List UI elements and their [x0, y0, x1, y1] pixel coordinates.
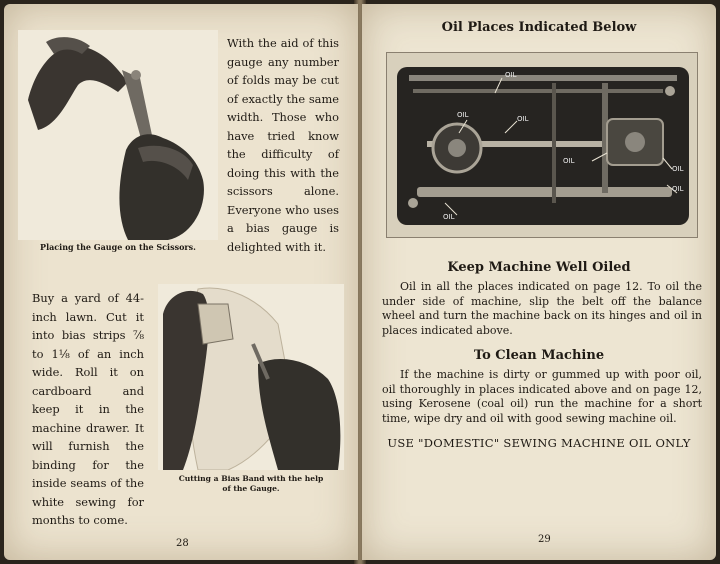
keep-machine-oiled-paragraph: Oil in all the places indicated on page 12. To oil the under side of machine, slip the belt off the balance wheel and turn the machine back on its hinges and oil in places indicated above.: [382, 280, 702, 337]
oil-label: OIL: [517, 115, 529, 123]
keep-machine-oiled-heading: Keep Machine Well Oiled: [447, 260, 631, 275]
bias-band-photo: [158, 284, 344, 470]
bias-caption: Cutting a Bias Band with the help of the Gauge.: [178, 474, 324, 493]
lawn-paragraph: Buy a yard of 44-inch lawn. Cut it into bias strips ⅞ to 1⅛ of an inch wide. Roll it on cardboard and keep it in the machine drawer. It will furnish the binding for the inside seams of the white sewing for months to come.: [32, 291, 144, 527]
hands-scissors-illustration: [18, 30, 218, 240]
left-page: [4, 4, 358, 560]
machine-underside-photo: [386, 52, 698, 238]
machine-underside-illustration: [387, 53, 697, 237]
oil-label: OIL: [443, 213, 455, 221]
page-number-right: 29: [538, 534, 551, 545]
right-page: [362, 4, 716, 560]
bias-band-illustration: [158, 284, 344, 470]
page-number-left: 28: [176, 538, 189, 549]
domestic-oil-notice: USE "DOMESTIC" SEWING MACHINE OIL ONLY: [387, 436, 691, 450]
oil-label: OIL: [672, 185, 684, 193]
oil-label: OIL: [505, 71, 517, 79]
oil-label: OIL: [457, 111, 469, 119]
clean-machine-paragraph: If the machine is dirty or gummed up with poor oil, oil thoroughly in places indicated above and on page 12, using Kerosene (coal oil) run the machine for a short time, wipe dry and oil with good sewing machine oil.: [382, 368, 702, 425]
gauge-caption: Placing the Gauge on the Scissors.: [40, 242, 196, 252]
oil-label: OIL: [563, 157, 575, 165]
clean-machine-heading: To Clean Machine: [473, 348, 605, 363]
oil-places-heading: Oil Places Indicated Below: [441, 20, 637, 35]
oil-label: OIL: [672, 165, 684, 173]
gauge-on-scissors-photo: [18, 30, 218, 240]
gauge-paragraph: With the aid of this gauge any number of folds may be cut of exactly the same width. Those who have tried know the difficulty of doing this with the scissors alone. Everyone who uses a bias gauge is delighted with it.: [227, 36, 339, 254]
